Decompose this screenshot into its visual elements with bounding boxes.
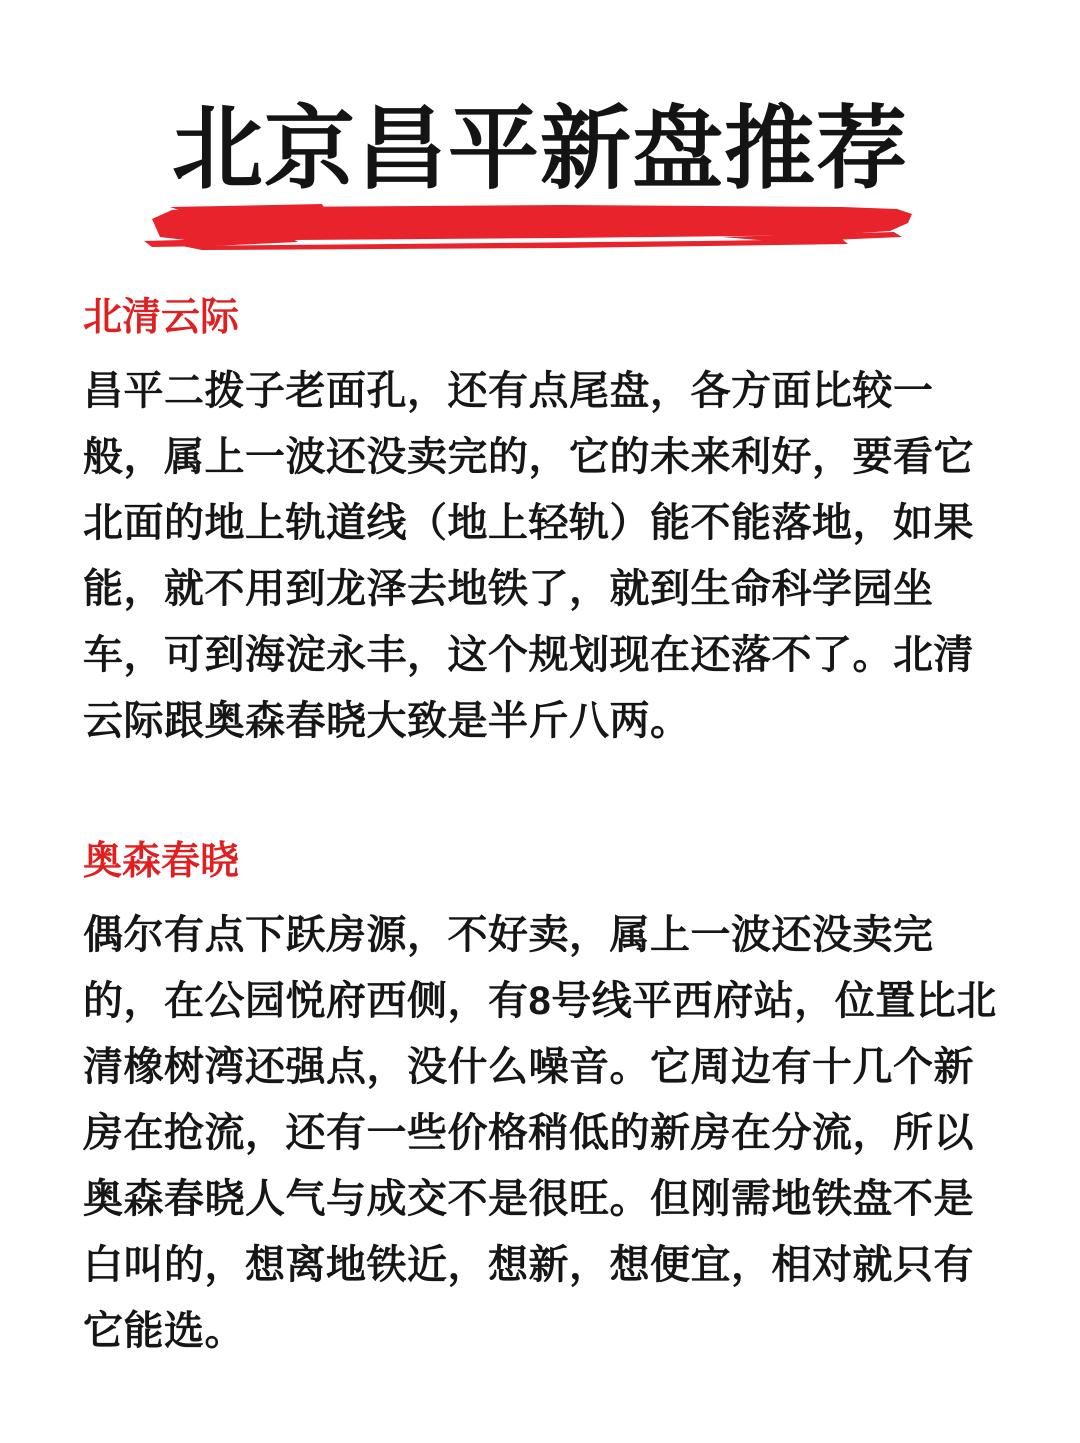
section-heading-aosen-chunxiao: 奥森春晓 [83, 840, 240, 883]
section-aosen-chunxiao [83, 840, 1003, 1364]
section-body-aosen-chunxiao: 偶尔有点下跃房源，不好卖，属上一波还没卖完的，在公园悦府西侧，有8号线平西府站，位置比北清橡树湾还强点，没什么噪音。它周边有十几个新房在抢流，还有一些价格稍低的新房在分流，所以奥森春晓人气与成交不是很旺。但刚需地铁盘不是白叫的，想离地铁近，想新，想便宜，相对就只有它能选。 [83, 913, 997, 1353]
page-title: 北京昌平新盘推荐 [171, 99, 908, 200]
content [83, 296, 1003, 1364]
section-body-beiqing-yunji: 昌平二拨子老面孔，还有点尾盘，各方面比较一般，属上一波还没卖完的，它的未来利好，要看它北面的地上轨道线（地上轻轨）能不能落地，如果能，就不用到龙泽去地铁了，就到生命科学园坐车，可到海淀永丰，这个规划现在还落不了。北清云际跟奥森春晓大致是半斤八两。 [83, 369, 974, 743]
section-beiqing-yunji [83, 296, 1003, 754]
section-heading-beiqing-yunji: 北清云际 [83, 296, 240, 339]
title-underline-brush-stroke [142, 201, 916, 253]
